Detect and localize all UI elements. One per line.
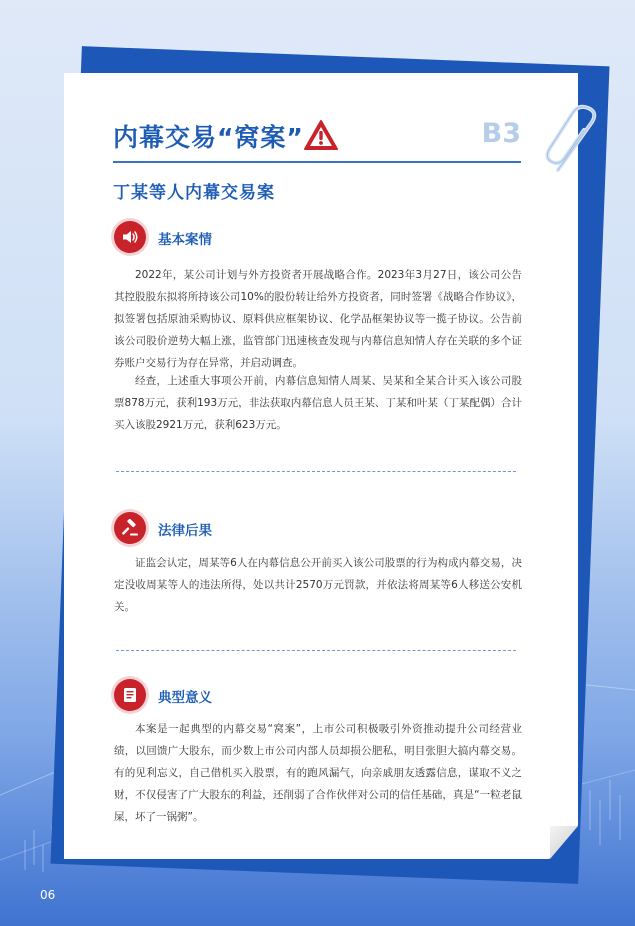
paragraph: 经查，上述重大事项公开前，内幕信息知情人周某、吴某和全某合计买入该公司股票878万元，获利193万元，非法获取内幕信息人员王某、丁某和叶某（丁某配偶）合计买入该股2921万元，获利623万元。 <box>114 375 522 431</box>
section-heading-legal-consequences <box>114 512 414 546</box>
page-number: 06 <box>40 888 56 902</box>
section-label: 典型意义 <box>158 690 212 706</box>
section-label: 法律后果 <box>158 523 212 539</box>
paragraph: 2022年，某公司计划与外方投资者开展战略合作。2023年3月27日，该公司公告其控股股东拟将所持该公司10%的股份转让给外方投资者，同时签署《战略合作协议》，拟签署包括原油采购协议、原料供应框架协议、化学品框架协议等一揽子协议。公告前该公司股价逆势大幅上涨，监管部门迅速核查发现与内幕信息知情人存在关联的多个证券账户交易行为存在异常，并启动调查。 <box>114 269 522 369</box>
dashed-divider <box>116 650 516 651</box>
header-divider <box>113 161 521 163</box>
gavel-icon <box>114 512 146 544</box>
page-title: 内幕交易“窝案” <box>113 123 304 152</box>
paragraph: 本案是一起典型的内幕交易“窝案”，上市公司积极吸引外资推动提升公司经营业绩，以回馈广大股东，而少数上市公司内部人员却损公肥私，明目张胆大搞内幕交易。有的见利忘义，自己借机买入股票，有的跑风漏气，向亲戚朋友透露信息，谋取不义之财，不仅侵害了广大股东的利益，还削弱了合作伙伴对公司的信任基础，真是“一粒老鼠屎，坏了一锅粥”。 <box>114 723 522 823</box>
paperclip-icon <box>540 100 610 190</box>
speaker-icon <box>114 221 146 253</box>
paragraph: 证监会认定，周某等6人在内幕信息公开前买入该公司股票的行为构成内幕交易，决定没收周某等人的违法所得，处以共计2570万元罚款，并依法将周某等6人移送公安机关。 <box>114 557 522 613</box>
page-header <box>113 115 521 161</box>
section-heading-significance <box>114 679 414 713</box>
document-icon <box>114 679 146 711</box>
dashed-divider <box>116 471 516 472</box>
warning-icon <box>303 119 339 151</box>
section-heading-basic-facts <box>114 221 414 255</box>
section-label: 基本案情 <box>158 232 212 248</box>
section-code: B3 <box>481 118 521 149</box>
case-title: 丁某等人内幕交易案 <box>113 183 275 203</box>
